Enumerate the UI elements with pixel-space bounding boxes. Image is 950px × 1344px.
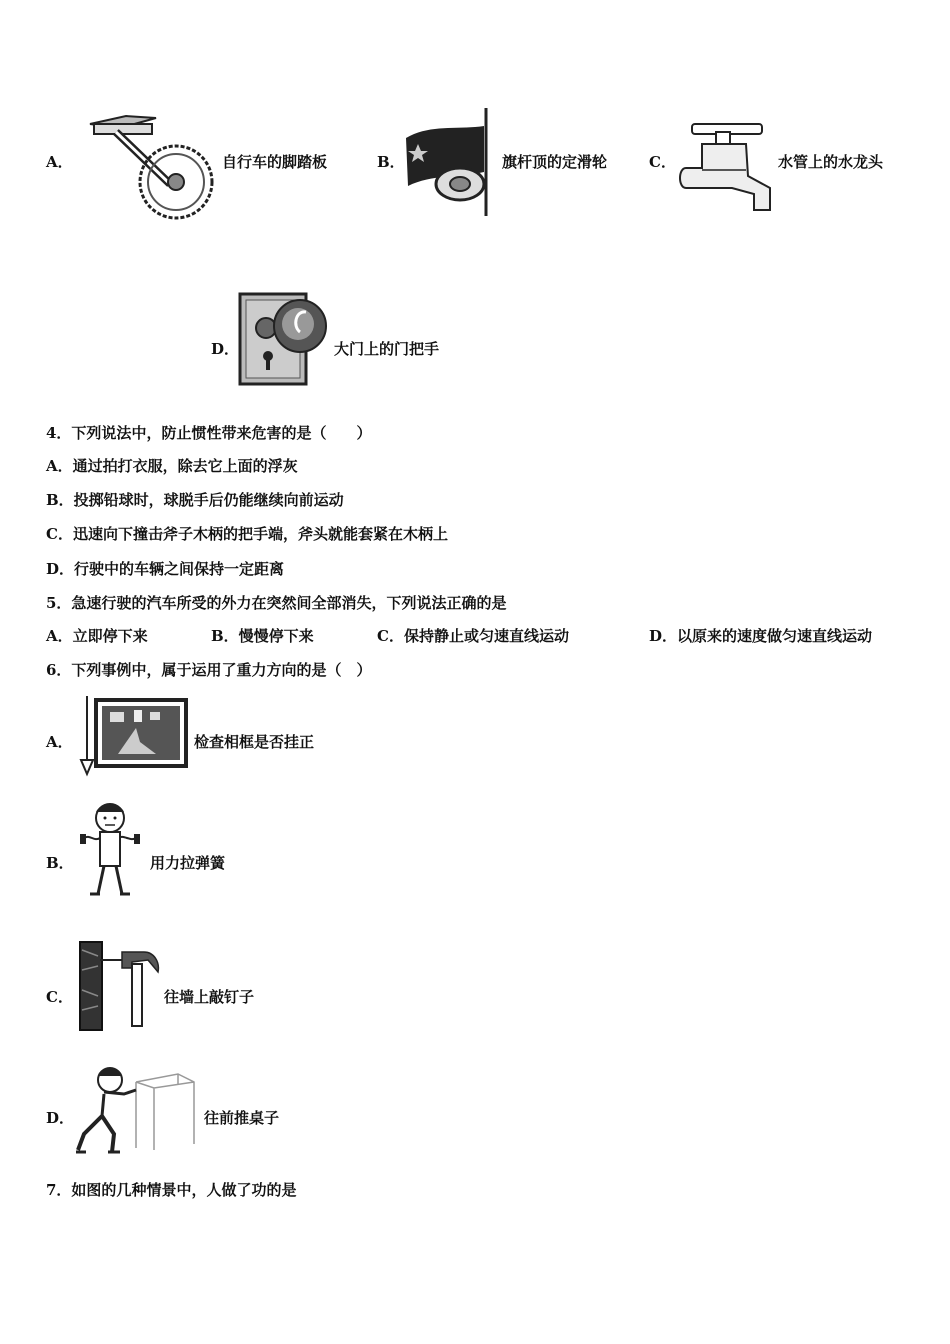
option-text: 检查相框是否挂正 [194, 733, 315, 751]
hammer-nail-icon [78, 940, 162, 1032]
option-letter: C． [649, 153, 676, 171]
option-a: A．通过拍打衣服，除去它上面的浮灰 [46, 457, 298, 475]
door-knob-icon [238, 292, 332, 386]
spring-stretch-icon [78, 800, 142, 900]
option-b: B．慢慢停下来 [211, 627, 314, 645]
option-text: 往前推桌子 [204, 1109, 280, 1127]
option-letter: B． [46, 854, 74, 872]
option-d: D．以原来的速度做匀速直线运动 [649, 627, 873, 645]
water-faucet-icon [676, 118, 776, 214]
question-stem: 4．下列说法中，防止惯性带来危害的是（ ） [46, 424, 372, 442]
option-c: C．保持静止或匀速直线运动 [377, 627, 569, 645]
option-letter: D． [211, 340, 240, 358]
push-table-icon [74, 1064, 200, 1156]
flagpole-pulley-icon [404, 108, 500, 216]
option-text: 旗杆顶的定滑轮 [502, 153, 608, 171]
option-letter: D． [46, 1109, 75, 1127]
option-text: 自行车的脚踏板 [222, 153, 328, 171]
option-c: C．迅速向下撞击斧子木柄的把手端，斧头就能套紧在木柄上 [46, 525, 448, 543]
option-d: D．行驶中的车辆之间保持一定距离 [46, 560, 285, 578]
bicycle-pedal-icon [86, 112, 218, 216]
question-stem: 5．急速行驶的汽车所受的外力在突然间全部消失，下列说法正确的是 [46, 594, 507, 612]
option-text: 大门上的门把手 [334, 340, 440, 358]
option-text: 往墙上敲钉子 [164, 988, 255, 1006]
option-letter: B． [377, 153, 405, 171]
plumb-line-frame-icon [78, 694, 190, 778]
option-a: A．立即停下来 [46, 627, 148, 645]
question-stem: 6．下列事例中，属于运用了重力方向的是（ ） [46, 661, 372, 679]
option-letter: C． [46, 988, 73, 1006]
question-stem: 7．如图的几种情景中，人做了功的是 [46, 1181, 297, 1199]
option-text: 水管上的水龙头 [778, 153, 884, 171]
option-letter: A． [46, 733, 73, 751]
option-text: 用力拉弹簧 [150, 854, 226, 872]
option-b: B．投掷铅球时，球脱手后仍能继续向前运动 [46, 491, 344, 509]
option-letter: A． [46, 153, 73, 171]
